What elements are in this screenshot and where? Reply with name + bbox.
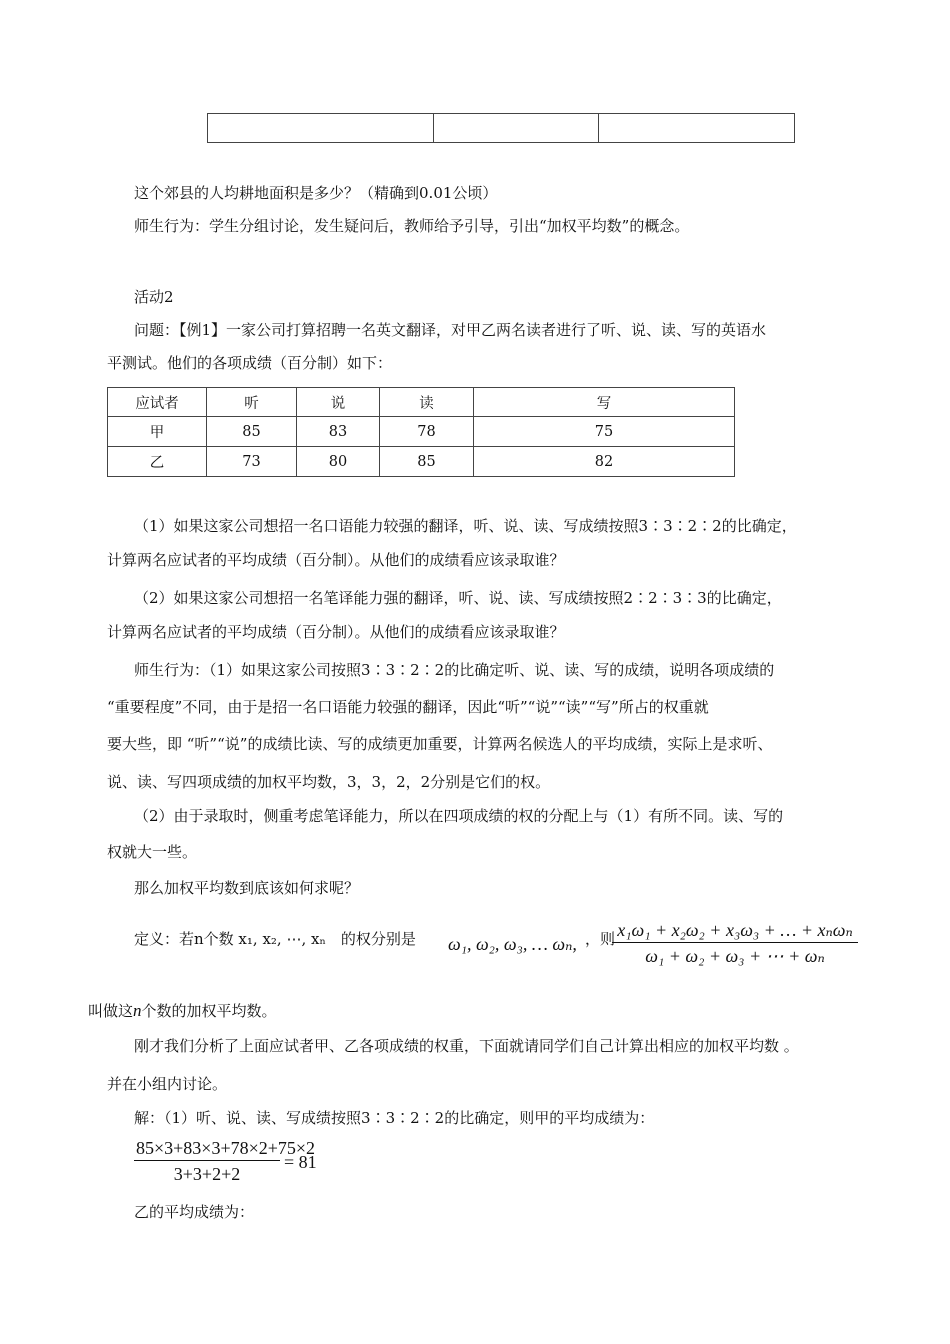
definition-formula — [612, 918, 858, 969]
subquestion-1: （1）如果这家公司想招一名口语能力较强的翻译，听、说、读、写成绩按照3∶3∶2∶2的比确定， — [134, 517, 797, 535]
header-cell: 听 — [207, 388, 297, 417]
top-table-cell — [599, 114, 795, 143]
table-cell: 82 — [474, 447, 735, 477]
subquestion-2: （2）如果这家公司想招一名笔译能力强的翻译，听、说、读、写成绩按照2∶2∶3∶3的比确定， — [134, 589, 782, 607]
solution-result: = 81 — [284, 1152, 317, 1172]
explanation-line: （2）由于录取时，侧重考虑笔译能力，所以在四项成绩的权的分配上与（1）有所不同。读、写的 — [134, 807, 784, 825]
teacher-student-text: 师生行为：学生分组讨论，发生疑问后，教师给予引导，引出“加权平均数”的概念。 — [134, 217, 690, 235]
table-cell: 85 — [380, 447, 474, 477]
definition-suffix — [88, 1000, 277, 1021]
header-cell: 读 — [380, 388, 474, 417]
table-row — [108, 447, 735, 477]
solution-line: 解：（1）听、说、读、写成绩按照3∶3∶2∶2的比确定，则甲的平均成绩为： — [134, 1109, 655, 1127]
explanation-line: “重要程度”不同，由于是招一名口语能力较强的翻译，因此“听”“说”“读”“写”所占的权重就 — [107, 698, 709, 716]
explanation-line: 说、读、写四项成绩的加权平均数，3，3，2，2分别是它们的权。 — [107, 773, 551, 791]
question-how: 那么加权平均数到底该如何求呢？ — [134, 879, 360, 897]
table-cell: 83 — [297, 417, 380, 447]
definition-prefix: 定义：若n个数 x₁, x₂, ⋯, xₙ 的权分别是 — [134, 930, 416, 948]
question-text: 这个郊县的人均耕地面积是多少？（精确到0.01公顷） — [134, 184, 498, 202]
problem-text: 问题：【例1】一家公司打算招聘一名英文翻译，对甲乙两名读者进行了听、说、读、写的英语水 — [134, 321, 767, 339]
subquestion-2-cont: 计算两名应试者的平均成绩（百分制）。从他们的成绩看应该录取谁？ — [107, 623, 565, 641]
score-table — [107, 387, 735, 477]
solution-denominator: 3+3+2+2 — [173, 1164, 241, 1184]
top-table-cell — [208, 114, 434, 143]
definition-suffix-b: 个数的加权平均数。 — [141, 1002, 277, 1020]
header-cell: 说 — [297, 388, 380, 417]
definition-suffix-a: 叫做这 — [88, 1002, 134, 1020]
table-cell: 甲 — [108, 417, 207, 447]
top-table-cell — [434, 114, 599, 143]
header-cell: 应试者 — [108, 388, 207, 417]
problem-text-cont: 平测试。他们的各项成绩（百分制）如下： — [107, 354, 393, 372]
table-header-row — [108, 388, 735, 417]
top-table — [207, 113, 795, 143]
explanation-line: 师生行为：（1）如果这家公司按照3∶3∶2∶2的比确定听、说、读、写的成绩，说明各项成绩的 — [134, 661, 775, 679]
formula-numerator: x₁ω₁ + x₂ω₂ + x₃ω₃ + … + xₙωₙ — [612, 918, 858, 943]
table-cell: 乙 — [108, 447, 207, 477]
definition-weights: ω₁, ω₂, ω₃, … ωₙ, — [448, 934, 577, 954]
table-cell: 80 — [297, 447, 380, 477]
table-cell: 73 — [207, 447, 297, 477]
explanation-line: 要大些，即 “听”“说”的成绩比读、写的成绩更加重要，计算两名候选人的平均成绩，实际上是求听、 — [107, 735, 773, 753]
table-cell: 75 — [474, 417, 735, 447]
header-cell: 写 — [474, 388, 735, 417]
activity-heading: 活动2 — [134, 288, 174, 306]
yi-average-line: 乙的平均成绩为： — [134, 1203, 255, 1221]
table-cell: 78 — [380, 417, 474, 447]
formula-denominator: ω₁ + ω₂ + ω₃ + ⋯ + ωₙ — [645, 946, 825, 966]
solution-numerator: 85×3+83×3+78×2+75×2 — [134, 1136, 280, 1161]
explanation-line: 权就大一些。 — [107, 843, 198, 861]
definition-n: n — [133, 1001, 142, 1020]
discussion-line: 并在小组内讨论。 — [107, 1075, 228, 1093]
definition-then: ，则 — [585, 930, 616, 948]
subquestion-1-cont: 计算两名应试者的平均成绩（百分制）。从他们的成绩看应该录取谁？ — [107, 551, 565, 569]
table-row — [108, 417, 735, 447]
table-cell: 85 — [207, 417, 297, 447]
discussion-line: 刚才我们分析了上面应试者甲、乙各项成绩的权重，下面就请同学们自己计算出相应的加权平均数 。 — [134, 1037, 799, 1055]
